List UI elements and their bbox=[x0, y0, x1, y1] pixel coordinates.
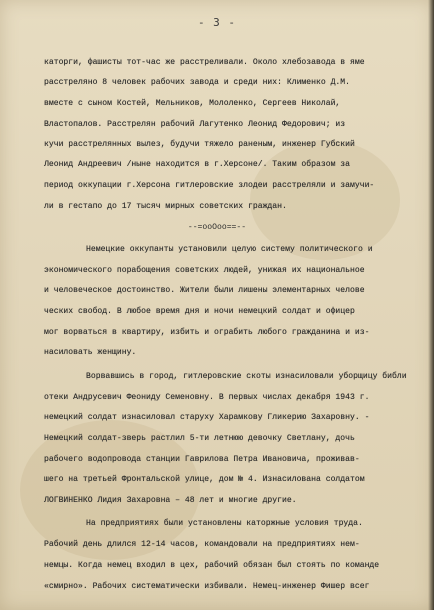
text-line: На предприятиях были установлены каторжные условия труда. bbox=[86, 519, 363, 528]
section-separator: --=ооОоо==-- bbox=[187, 223, 247, 232]
text-line: Ворвавшись в город, гитлеровские скоты изнасиловали уборщицу библи bbox=[86, 372, 407, 381]
text-line: экономического порабощения советских людей, унижая их национальное bbox=[44, 266, 365, 275]
text-line: кучи расстрелянных вылез, будучи тяжело раненым, инженер Губский bbox=[44, 140, 355, 149]
text-line: отеки Андрусевич Феониду Семеновну. В первых числах декабря 1943 г. bbox=[44, 393, 370, 402]
text-line: ческих свобод. В любое время дня и ночи немецкий солдат и офицер bbox=[44, 307, 355, 316]
text-line: ли в гестапо до 17 тысяч мирных советских граждан. bbox=[44, 202, 287, 211]
text-line: насиловать женщину. bbox=[44, 348, 137, 357]
text-line: вместе с сыном Костей, Мельников, Мололенко, Сергеев Николай, bbox=[44, 99, 341, 108]
text-line: рабочего водопровода станции Гаврилова Петра Ивановича, проживав- bbox=[44, 455, 360, 464]
text-line: и человеческое достоинство. Жители были лишены элементарных челове bbox=[44, 286, 365, 295]
text-line: период оккупации г.Херсона гитлеровские злодеи расстреляли и замучи- bbox=[44, 181, 375, 190]
text-line: Немецкий солдат-зверь растлил 5-ти летнюю девочку Светлану, дочь bbox=[44, 434, 355, 443]
text-line: мог ворваться в квартиру, избить и ограбить любого гражданина и из- bbox=[44, 328, 370, 337]
text-line: Леонид Андреевич /ныне находится в г.Херсоне/. Таким образом за bbox=[44, 160, 350, 169]
text-line: Немецкие оккупанты установили целую систему политического и bbox=[86, 245, 373, 254]
text-line: немецкий солдат изнасиловал старуху Харамкову Гликерию Захаровну. - bbox=[44, 413, 370, 422]
text-line: ЛОГВИНЕНКО Лидия Захаровна – 48 лет и многие другие. bbox=[44, 496, 297, 505]
paper-stain bbox=[250, 140, 400, 260]
page-edge-shadow bbox=[428, 0, 434, 610]
text-line: расстреляно 8 человек рабочих завода и среди них: Клименко Д.М. bbox=[44, 78, 350, 87]
text-line: Рабочий день длился 12-14 часов, командовали на предприятиях нем- bbox=[44, 540, 360, 549]
page-number: - 3 - bbox=[197, 16, 237, 29]
text-line: каторги, фашисты тот-час же расстреливали. Около хлебозавода в яме bbox=[44, 58, 365, 67]
text-line: «смирно». Рабочих систематически избивали. Немец-инженер Фишер всег bbox=[44, 582, 370, 591]
text-line: Властопалов. Расстрелян рабочий Лагутенко Леонид Федорович; из bbox=[44, 120, 346, 129]
text-line: шего на третьей Фронтальской улице, дом № 4. Изнасилована солдатом bbox=[44, 475, 365, 484]
text-line: немцы. Когда немец входил в цех, рабочий обязан был стоять по команде bbox=[44, 561, 380, 570]
